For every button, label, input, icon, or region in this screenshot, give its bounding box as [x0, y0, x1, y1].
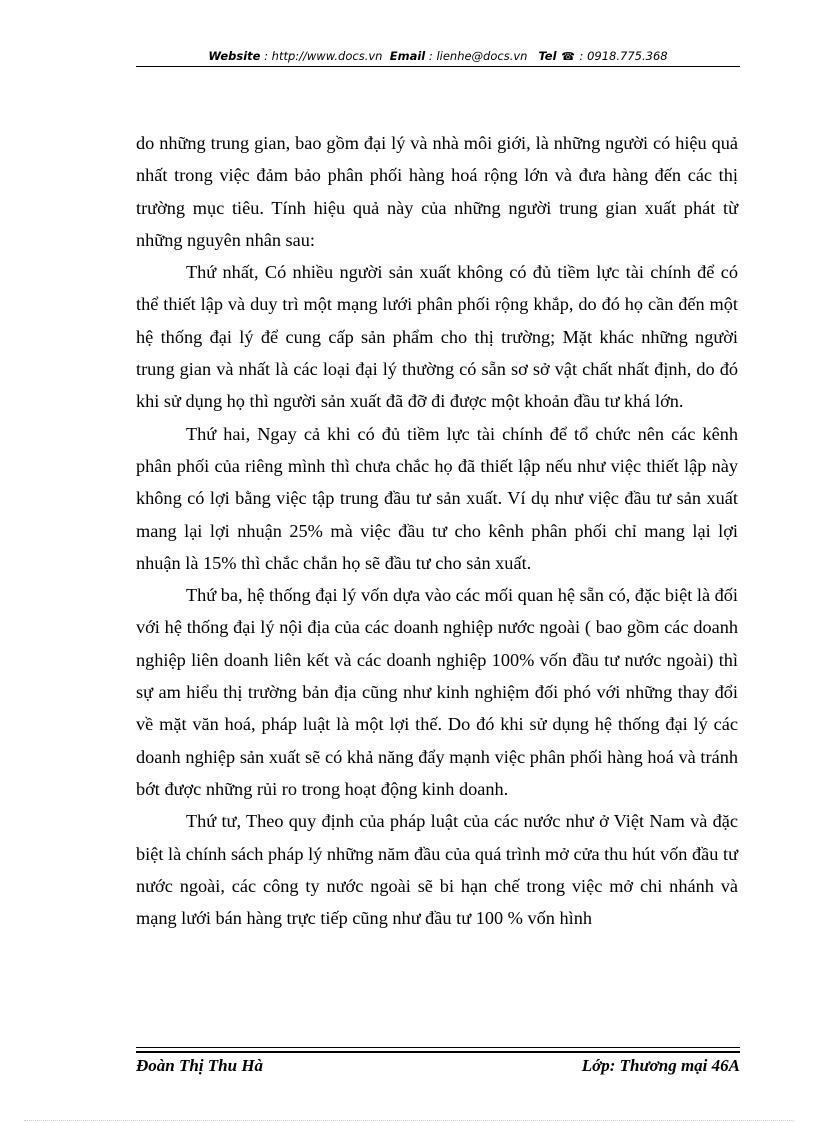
document-body	[136, 127, 738, 934]
phone-icon: ☎	[561, 50, 575, 63]
tel-number: 0918.775.368	[587, 49, 668, 63]
paragraph: Thứ ba, hệ thống đại lý vốn dựa vào các mối quan hệ sẵn có, đặc biệt là đối với hệ thống đại lý nội địa của các doanh nghiệp nước ngoài ( bao gồm các doanh nghiệp liên doanh liên kết và các doanh nghiệp 100% vốn đầu tư nước ngoài) thì sự am hiểu thị trường bản địa cũng như kinh nghiệm đối phó với những thay đổi về mặt văn hoá, pháp luật là một lợi thế. Do đó khi sử dụng hệ thống đại lý các doanh nghiệp sản xuất sẽ có khả năng đẩy mạnh việc phân phối hàng hoá và tránh bớt được những rủi ro trong hoạt động kinh doanh.	[136, 585, 738, 799]
website-separator: :	[260, 49, 272, 63]
footer-divider-thick	[136, 1051, 740, 1053]
email-address[interactable]: lienhe@docs.vn	[436, 49, 528, 63]
email-separator: :	[425, 49, 437, 63]
email-label: Email	[389, 49, 426, 63]
footer-divider-thin	[136, 1047, 740, 1048]
website-label: Website	[208, 49, 261, 63]
paragraph: Thứ hai, Ngay cả khi có đủ tiềm lực tài chính để tổ chức nên các kênh phân phối của riêng mình thì chưa chắc họ đã thiết lập nếu như việc thiết lập này không có lợi bằng việc tập trung đầu tư sản xuất. Ví dụ như việc đầu tư sản xuất mang lại lợi nhuận 25% mà việc đầu tư cho kênh phân phối chỉ mang lại lợi nhuận là 15% thì chắc chắn họ sẽ đầu tư cho sản xuất.	[136, 423, 738, 573]
header-divider	[136, 66, 740, 67]
paragraph: do những trung gian, bao gồm đại lý và nhà môi giới, là những người có hiệu quả nhất trong việc đảm bảo phân phối hàng hoá rộng lớn và đưa hàng đến các thị trường mục tiêu. Tính hiệu quả này của những người trung gian xuất phát từ những nguyên nhân sau:	[136, 133, 738, 250]
paragraph: Thứ tư, Theo quy định của pháp luật của các nước như ở Việt Nam và đặc biệt là chính sách pháp lý những năm đầu của quá trình mở cửa thu hút vốn đầu tư nước ngoài, các công ty nước ngoài sẽ bi hạn chế trong việc mở chi nhánh và mạng lưới bán hàng trực tiếp cũng như đầu tư 100 % vốn hình	[136, 811, 738, 929]
tel-separator: :	[575, 49, 588, 63]
website-url[interactable]: http://www.docs.vn	[271, 49, 383, 63]
paragraph: Thứ nhất, Có nhiều người sản xuất không có đủ tiềm lực tài chính để có thể thiết lập và duy trì một mạng lưới phân phối rộng khắp, do đó họ cần đến một hệ thống đại lý để cung cấp sản phẩm cho thị trường; Mặt khác những người trung gian và nhất là các loại đại lý thường có sẵn sơ sở vật chất nhất định, do đó khi sử dụng họ thì người sản xuất đã đỡ đi được một khoản đầu tư khá lớn.	[136, 262, 738, 412]
footer-author: Đoàn Thị Thu Hà	[136, 1056, 264, 1075]
page-header	[136, 48, 740, 65]
page-edge-divider	[24, 1120, 794, 1121]
tel-label: Tel	[538, 49, 557, 63]
footer-class: Lớp: Thương mại 46A	[581, 1056, 740, 1075]
